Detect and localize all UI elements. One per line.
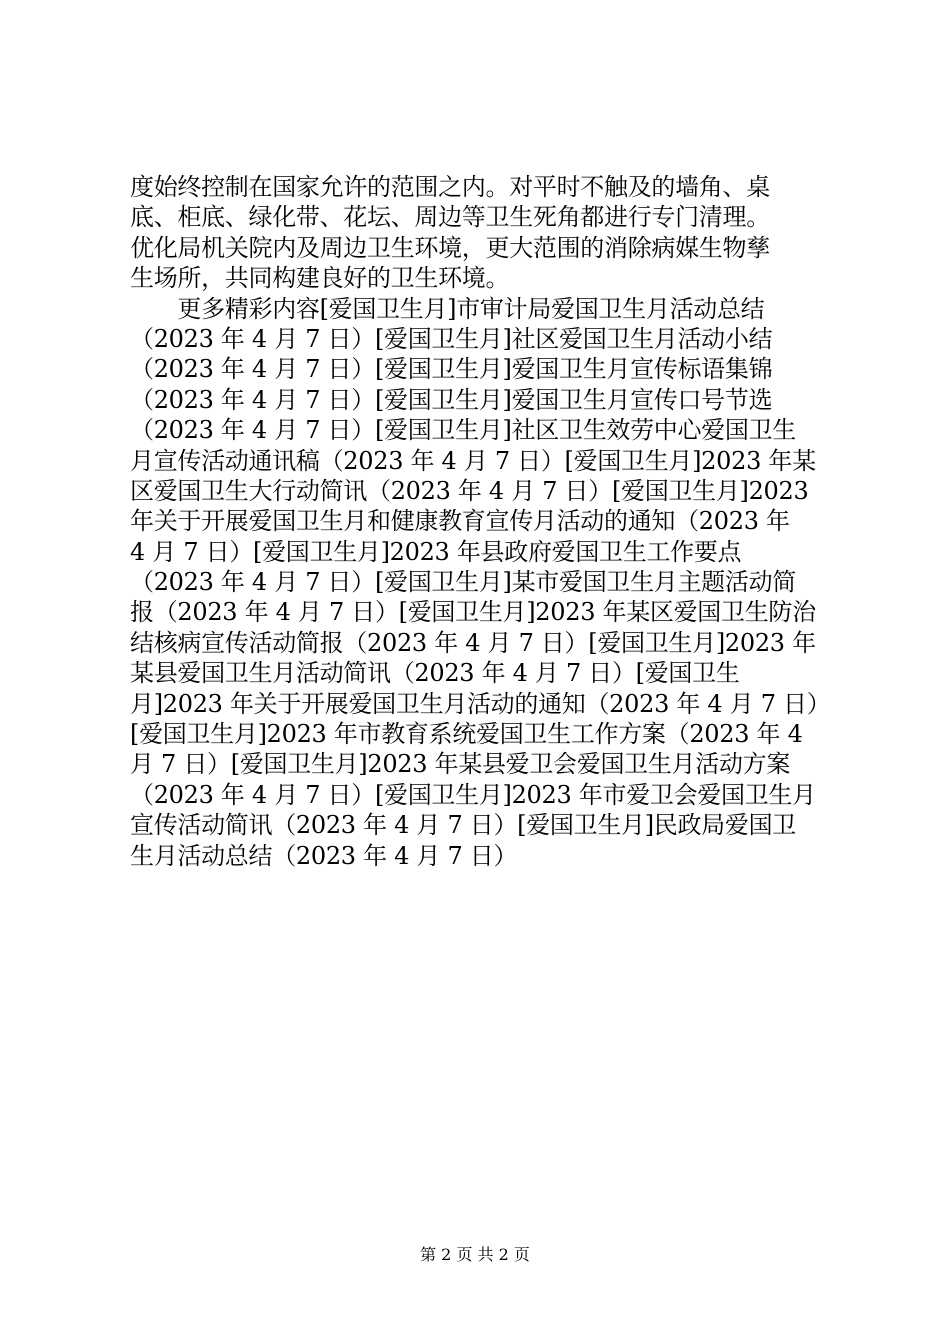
text-line: 年关于开展爱国卫生月和健康教育宣传月活动的通知（2023 年	[130, 507, 790, 536]
text-line: 底、柜底、绿化带、花坛、周边等卫生死角都进行专门清理。	[130, 203, 770, 232]
text-line: 生月活动总结（2023 年 4 月 7 日）	[130, 841, 518, 870]
text-line: 报（2023 年 4 月 7 日）[爱国卫生月]2023 年某区爱国卫生防治	[130, 598, 816, 627]
text-line: 某县爱国卫生月活动简讯（2023 年 4 月 7 日）[爱国卫生	[130, 659, 740, 688]
text-line: （2023 年 4 月 7 日）[爱国卫生月]爱国卫生月宣传标语集锦	[130, 355, 773, 384]
text-line: 月]2023 年关于开展爱国卫生月活动的通知（2023 年 4 月 7 日）	[130, 689, 831, 718]
text-line: （2023 年 4 月 7 日）[爱国卫生月]社区卫生效劳中心爱国卫生	[130, 416, 796, 445]
text-line: 月宣传活动通讯稿（2023 年 4 月 7 日）[爱国卫生月]2023 年某	[130, 446, 816, 475]
text-line: 月 7 日）[爱国卫生月]2023 年某县爱卫会爱国卫生月活动方案	[130, 750, 791, 779]
text-line: 区爱国卫生大行动简讯（2023 年 4 月 7 日）[爱国卫生月]2023	[130, 476, 809, 505]
text-line: 生场所，共同构建良好的卫生环境。	[130, 264, 510, 293]
page-footer: 第 2 页 共 2 页	[420, 1245, 530, 1264]
text-line: （2023 年 4 月 7 日）[爱国卫生月]2023 年市爱卫会爱国卫生月	[130, 780, 816, 809]
text-line: 更多精彩内容[爱国卫生月]市审计局爱国卫生月活动总结	[130, 294, 765, 323]
text-line: 优化局机关院内及周边卫生环境，更大范围的消除病媒生物孳	[130, 233, 770, 262]
text-line: 宣传活动简讯（2023 年 4 月 7 日）[爱国卫生月]民政局爱国卫	[130, 811, 796, 840]
body-text	[130, 172, 830, 871]
text-line: （2023 年 4 月 7 日）[爱国卫生月]某市爱国卫生月主题活动简	[130, 568, 796, 597]
text-line: 结核病宣传活动简报（2023 年 4 月 7 日）[爱国卫生月]2023 年	[130, 628, 816, 657]
text-line: （2023 年 4 月 7 日）[爱国卫生月]社区爱国卫生月活动小结	[130, 324, 773, 353]
text-line: （2023 年 4 月 7 日）[爱国卫生月]爱国卫生月宣传口号节选	[130, 385, 773, 414]
text-line: 4 月 7 日）[爱国卫生月]2023 年县政府爱国卫生工作要点	[130, 537, 742, 566]
text-line: 度始终控制在国家允许的范围之内。对平时不触及的墙角、桌	[130, 173, 770, 201]
text-line: [爱国卫生月]2023 年市教育系统爱国卫生工作方案（2023 年 4	[130, 720, 803, 749]
